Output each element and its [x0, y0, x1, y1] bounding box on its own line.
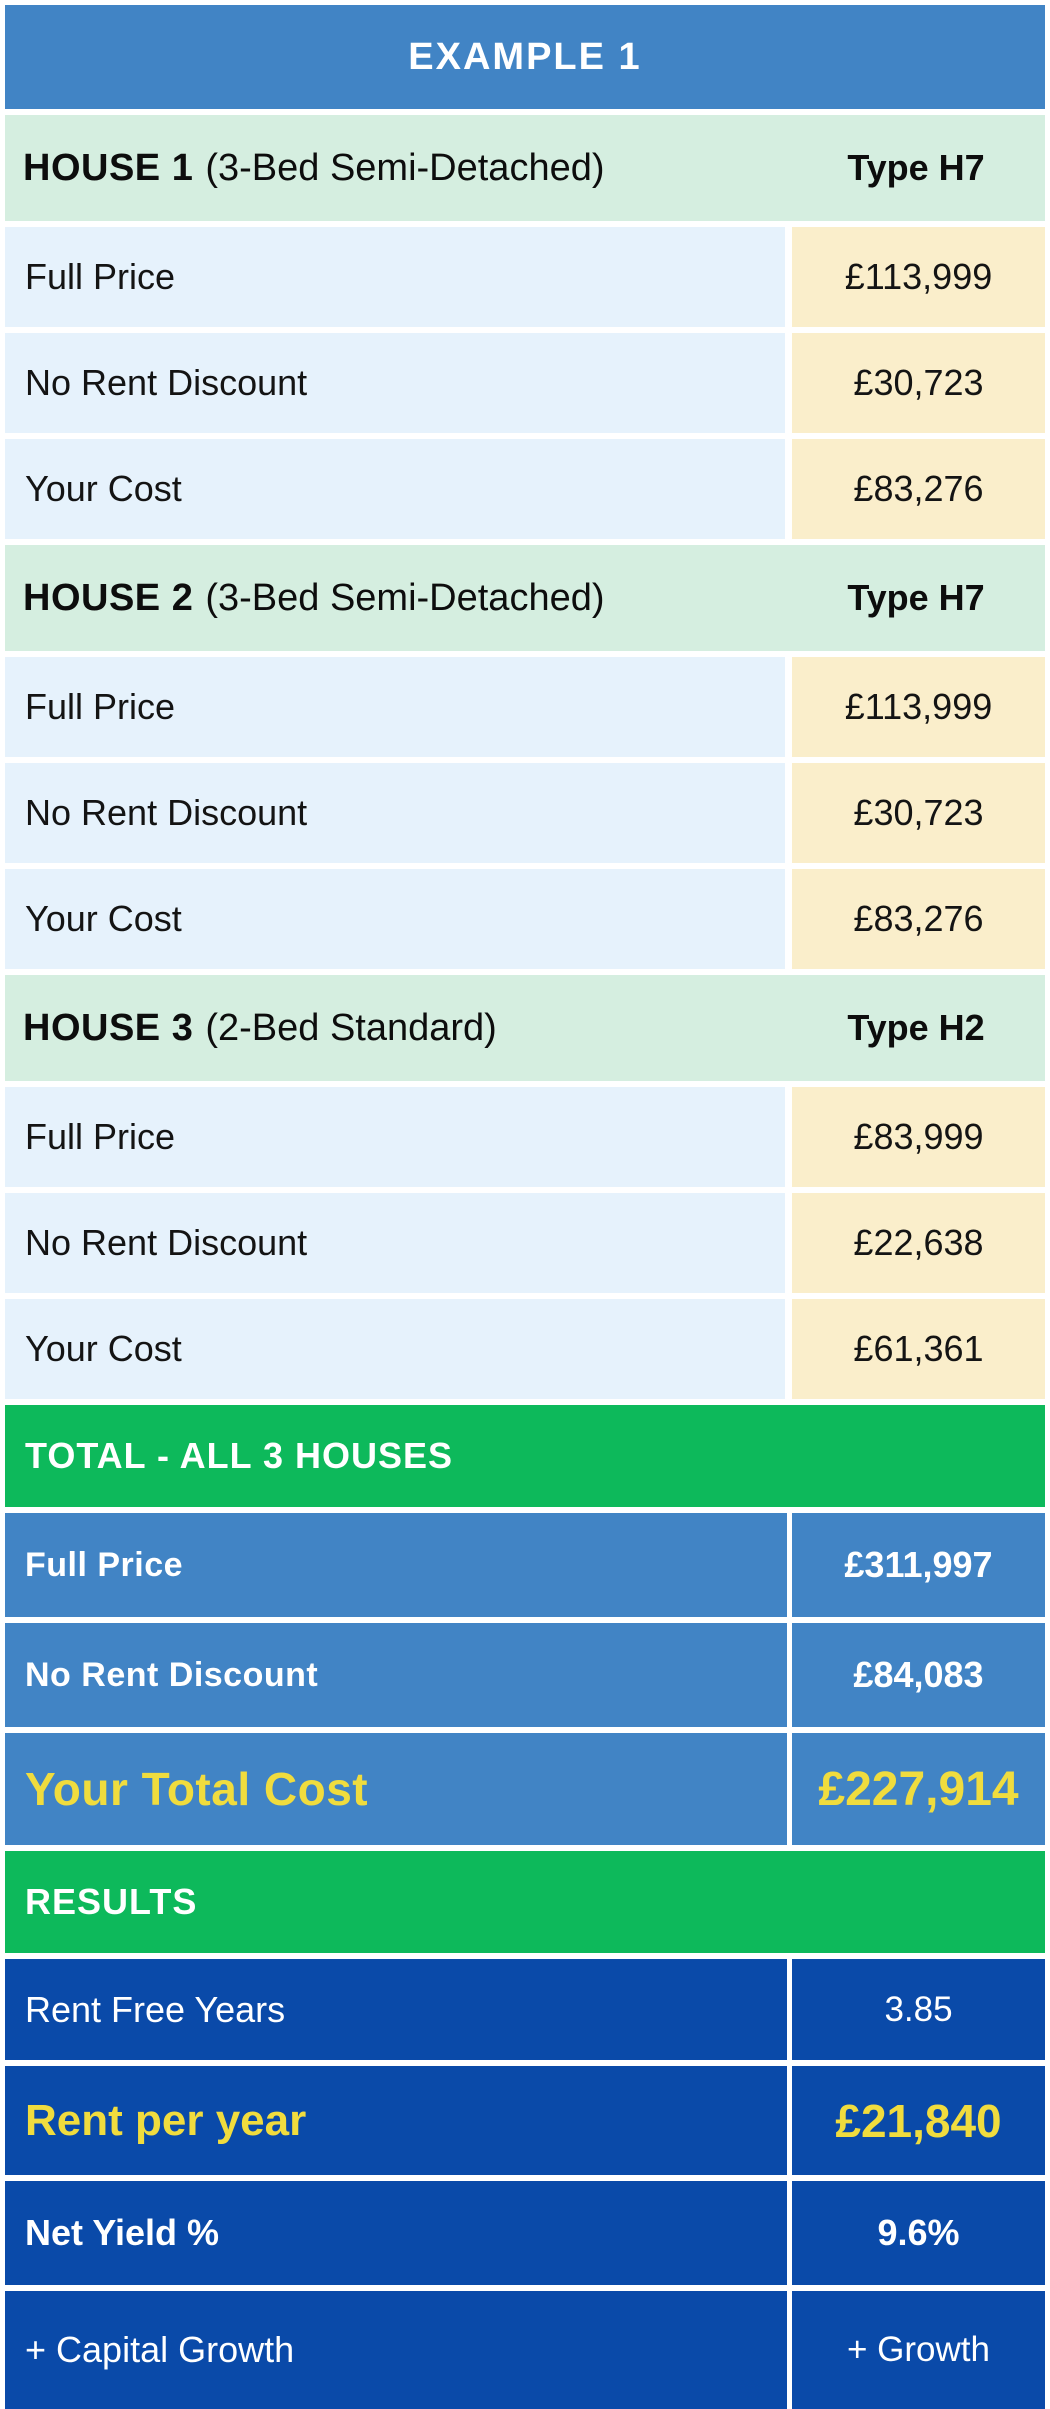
results-heading: RESULTS	[25, 1881, 198, 1922]
house3-type-badge: Type H2	[847, 1007, 985, 1048]
results-capital-growth-label: + Capital Growth	[5, 2291, 787, 2409]
house3-full-price-value: £83,999	[792, 1087, 1045, 1187]
results-rent-free-years-label: Rent Free Years	[5, 1959, 787, 2060]
results-rent-free-years-value: 3.85	[792, 1959, 1045, 2060]
house2-your-cost-label: Your Cost	[5, 869, 785, 969]
total-your-total-cost-value: £227,914	[792, 1733, 1045, 1845]
house2-title	[5, 577, 787, 620]
total-full-price-value: £311,997	[792, 1513, 1045, 1617]
total-no-rent-discount-label: No Rent Discount	[5, 1623, 787, 1727]
house3-your-cost-value: £61,361	[792, 1299, 1045, 1399]
house2-no-rent-discount-value: £30,723	[792, 763, 1045, 863]
results-capital-growth-row	[5, 2291, 1045, 2409]
total-heading: TOTAL - ALL 3 HOUSES	[25, 1435, 454, 1476]
house1-no-rent-discount-value: £30,723	[792, 333, 1045, 433]
total-your-total-cost-label: Your Total Cost	[5, 1733, 787, 1845]
results-rent-free-years-row	[5, 1959, 1045, 2060]
total-full-price-label: Full Price	[5, 1513, 787, 1617]
results-net-yield-label: Net Yield %	[5, 2181, 787, 2285]
house1-no-rent-discount-row	[5, 333, 1045, 433]
total-no-rent-discount-value: £84,083	[792, 1623, 1045, 1727]
results-capital-growth-value: + Growth	[792, 2291, 1045, 2409]
house2-your-cost-value: £83,276	[792, 869, 1045, 969]
house2-no-rent-discount-row	[5, 763, 1045, 863]
results-net-yield-value: 9.6%	[792, 2181, 1045, 2285]
house3-description: (2-Bed Standard)	[205, 1006, 497, 1049]
house1-title	[5, 147, 787, 190]
house1-description: (3-Bed Semi-Detached)	[205, 146, 605, 189]
house3-title	[5, 1007, 787, 1050]
results-net-yield-row	[5, 2181, 1045, 2285]
house3-header-row	[5, 975, 1045, 1081]
house2-description: (3-Bed Semi-Detached)	[205, 576, 605, 619]
house3-full-price-label: Full Price	[5, 1087, 785, 1187]
house3-name: HOUSE 3	[23, 1006, 194, 1049]
total-your-total-cost-row	[5, 1733, 1045, 1845]
results-rent-per-year-value: £21,840	[792, 2066, 1045, 2175]
house2-full-price-label: Full Price	[5, 657, 785, 757]
table-title: EXAMPLE 1	[408, 35, 642, 78]
results-rent-per-year-label: Rent per year	[5, 2066, 787, 2175]
table-title-row	[5, 5, 1045, 109]
house1-header-row	[5, 115, 1045, 221]
house2-full-price-row	[5, 657, 1045, 757]
house1-full-price-row	[5, 227, 1045, 327]
house2-name: HOUSE 2	[23, 576, 194, 619]
house3-no-rent-discount-row	[5, 1193, 1045, 1293]
house3-your-cost-label: Your Cost	[5, 1299, 785, 1399]
house2-type-badge: Type H7	[847, 577, 985, 618]
house3-no-rent-discount-label: No Rent Discount	[5, 1193, 785, 1293]
house2-no-rent-discount-label: No Rent Discount	[5, 763, 785, 863]
total-full-price-row	[5, 1513, 1045, 1617]
house1-full-price-value: £113,999	[792, 227, 1045, 327]
house1-your-cost-row	[5, 439, 1045, 539]
house3-no-rent-discount-value: £22,638	[792, 1193, 1045, 1293]
results-heading-row	[5, 1851, 1045, 1953]
house3-full-price-row	[5, 1087, 1045, 1187]
house3-your-cost-row	[5, 1299, 1045, 1399]
house1-full-price-label: Full Price	[5, 227, 785, 327]
house2-your-cost-row	[5, 869, 1045, 969]
house2-full-price-value: £113,999	[792, 657, 1045, 757]
total-heading-row	[5, 1405, 1045, 1507]
results-rent-per-year-row	[5, 2066, 1045, 2175]
house1-name: HOUSE 1	[23, 146, 194, 189]
house1-type-badge: Type H7	[847, 147, 985, 188]
house1-no-rent-discount-label: No Rent Discount	[5, 333, 785, 433]
house2-header-row	[5, 545, 1045, 651]
house1-your-cost-value: £83,276	[792, 439, 1045, 539]
house1-your-cost-label: Your Cost	[5, 439, 785, 539]
total-no-rent-discount-row	[5, 1623, 1045, 1727]
